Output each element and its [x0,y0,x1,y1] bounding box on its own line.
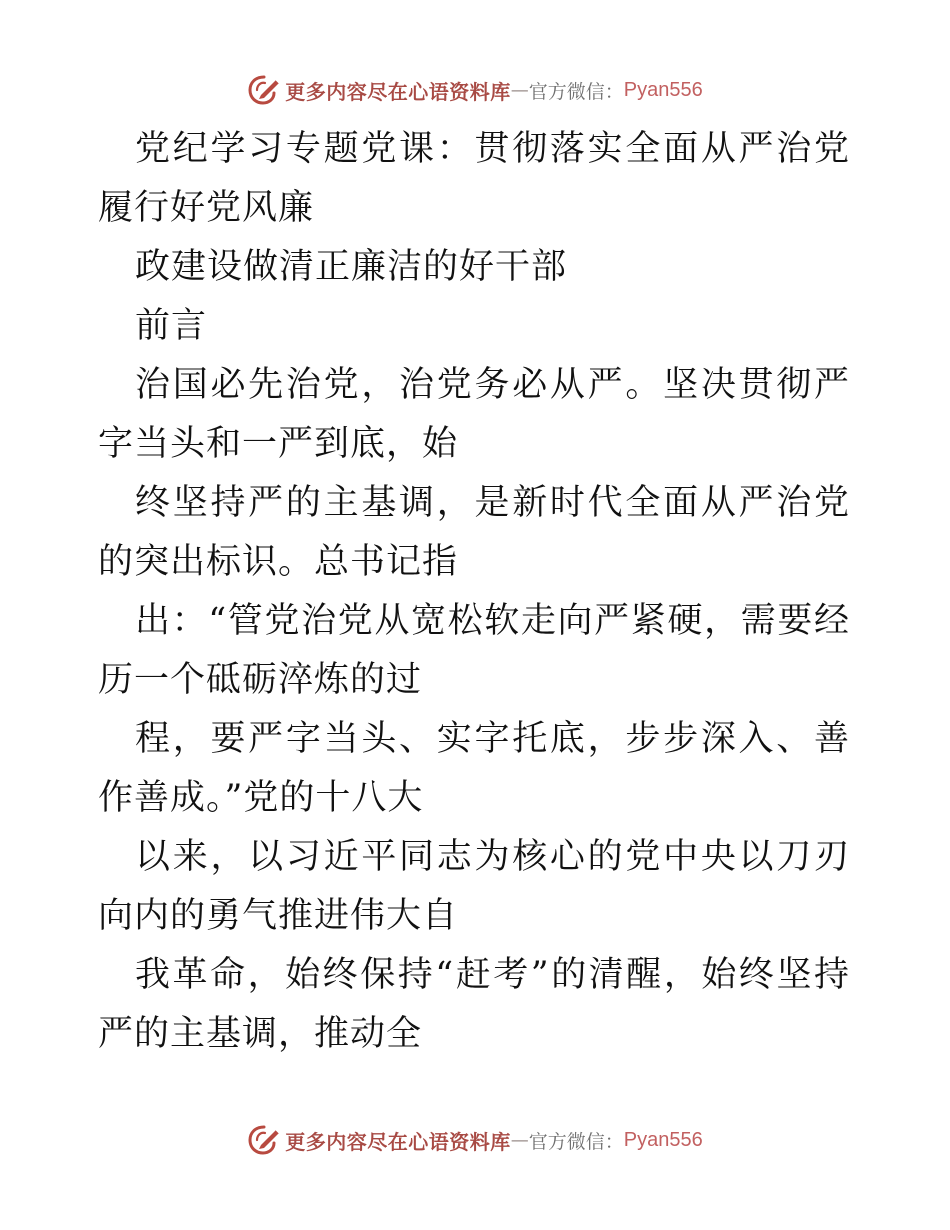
paragraph-body: 出：“管党治党从宽松软走向严紧硬，需要经历一个砥砺淬炼的过 [98,601,850,700]
watermark-wechat-label: 官方微信： [528,1130,624,1153]
paragraph-body: 以来，以习近平同志为核心的党中央以刀刃向内的勇气推进伟大自 [98,837,850,936]
watermark-main-text: 更多内容尽在心语资料库 [285,79,511,104]
paragraph-title-part2: 政建设做清正廉洁的好干部 [135,247,568,287]
watermark-separator: — [510,1129,529,1151]
paragraph-body: 程，要严字当头、实字托底，步步深入、善作善成。”党的十八大 [98,719,850,818]
paragraph-body: 治国必先治党，治党务必从严。坚决贯彻严字当头和一严到底，始 [98,365,850,464]
watermark-main-text: 更多内容尽在心语资料库 [285,1129,511,1154]
watermark-wechat-id: Pyan556 [623,78,703,101]
paragraph-body: 终坚持严的主基调，是新时代全面从严治党的突出标识。总书记指 [98,483,850,582]
footer-watermark [0,1120,950,1160]
header-watermark [0,70,950,110]
document-body [98,120,850,1064]
watermark-wechat-id: Pyan556 [623,1128,703,1151]
pen-swirl-logo-icon [247,1123,281,1157]
paragraph-title-part1: 党纪学习专题党课：贯彻落实全面从严治党履行好党风廉 [98,129,850,228]
pen-swirl-logo-icon [247,73,281,107]
watermark-separator: — [510,79,529,101]
paragraph-preface-heading: 前言 [135,306,208,346]
watermark-wechat-label: 官方微信： [528,80,624,103]
paragraph-body: 我革命，始终保持“赶考”的清醒，始终坚持严的主基调，推动全 [98,955,850,1054]
